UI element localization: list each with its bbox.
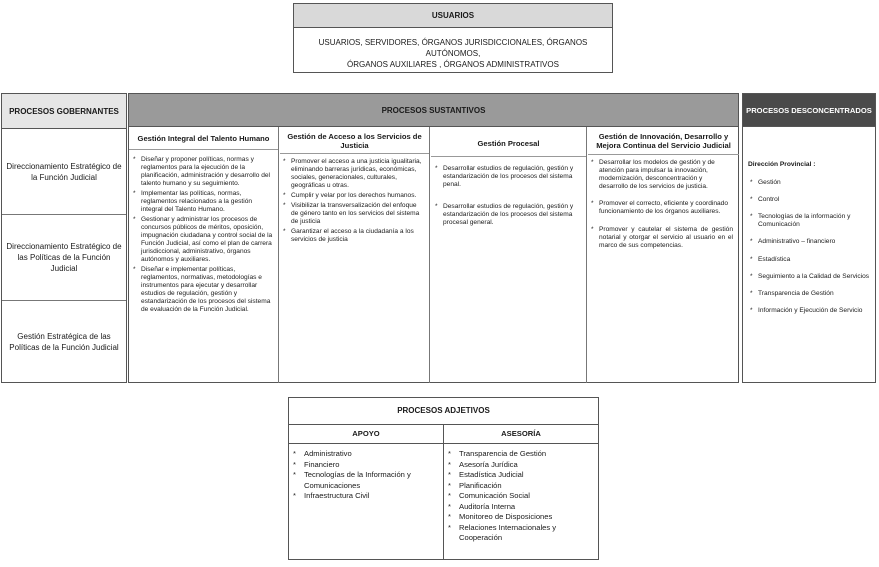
desconcentrados-item: * Información y Ejecución de Servicio — [749, 307, 873, 315]
asesoria-item: * Asesoría Jurídica — [447, 460, 594, 471]
apoyo-item: * Administrativo — [292, 449, 439, 460]
desconcentrados-box — [742, 93, 876, 383]
desconcentrados-item: * Administrativo – financiero — [749, 238, 873, 246]
gobernantes-item-1: Direccionamiento Estratégico de la Función Judicial — [2, 129, 126, 215]
sustantivos-column-3 — [431, 127, 587, 383]
asesoria-item: * Comunicación Social — [447, 491, 594, 502]
gobernantes-item-3: Gestión Estratégica de las Políticas de la Función Judicial — [9, 332, 119, 352]
asesoria-item: * Planificación — [447, 481, 594, 492]
apoyo-item: * Tecnologías de la Información y Comunicaciones — [292, 470, 439, 491]
asesoria-item: * Transparencia de Gestión — [447, 449, 594, 460]
column-3-item: * Desarrollar estudios de regulación, gestión y estandarización de los procesos del sistema procesal general. — [434, 203, 580, 227]
sustantivos-column-4 — [588, 127, 739, 383]
apoyo-column — [289, 424, 444, 560]
adjetivos-box — [288, 397, 599, 560]
column-2-title: Gestión de Acceso a los Servicios de Justicia — [280, 127, 429, 154]
usuarios-box — [293, 3, 613, 73]
column-4-title: Gestión de Innovación, Desarrollo y Mejora Continua del Servicio Judicial — [588, 127, 739, 155]
desconcentrados-item: * Seguimiento a la Calidad de Servicios — [749, 273, 873, 281]
sustantivos-title: PROCESOS SUSTANTIVOS — [129, 94, 738, 127]
column-4-item: * Promover el correcto, eficiente y coordinado funcionamiento de los órganos auxiliares. — [590, 200, 733, 216]
adjetivos-title: PROCESOS ADJETIVOS — [289, 398, 598, 425]
desconcentrados-title: PROCESOS DESCONCENTRADOS — [743, 94, 875, 127]
asesoria-item: * Relaciones Internacionales y Cooperación — [447, 523, 594, 544]
column-2-item: * Garantizar el acceso a la ciudadanía a los servicios de justicia — [282, 228, 423, 244]
column-1-item: * Diseñar e implementar políticas, reglamentos, normativas, metodologías e instrumentos para ejecutar y desarrollar estudios de regulación, gestión y estandarización de los procesos del sistema de evaluación de la Función Judicial. — [132, 266, 274, 315]
usuarios-line-2: ÓRGANOS AUXILIARES , ÓRGANOS ADMINISTRATIVOS — [347, 60, 559, 69]
apoyo-title: APOYO — [289, 424, 443, 444]
gobernantes-item-2: Direccionamiento Estratégico de las Políticas de la Función Judicial — [2, 215, 126, 301]
asesoria-column — [444, 424, 598, 560]
asesoria-list — [444, 444, 598, 544]
usuarios-description — [294, 28, 612, 70]
column-2-item: * Cumplir y velar por los derechos humanos. — [282, 192, 423, 200]
sustantivos-column-2 — [280, 127, 430, 383]
sustantivos-column-1 — [129, 127, 279, 383]
desconcentrados-item: * Gestión — [749, 179, 873, 187]
desconcentrados-subtitle: Dirección Provincial : — [748, 161, 816, 168]
column-4-list — [588, 155, 739, 250]
desconcentrados-item: * Control — [749, 196, 873, 204]
asesoria-item: * Auditoría Interna — [447, 502, 594, 513]
column-2-list — [280, 154, 429, 244]
apoyo-item: * Infraestructura Civil — [292, 491, 439, 502]
asesoria-item: * Estadística Judicial — [447, 470, 594, 481]
desconcentrados-list — [743, 169, 875, 315]
desconcentrados-item: * Tecnologías de la información y Comunicación — [749, 213, 873, 229]
apoyo-item: * Financiero — [292, 460, 439, 471]
column-1-item: * Gestionar y administrar los procesos de concursos públicos de méritos, oposición, impugnación ciudadana y control social de la Función Judicial, así como el plan de carrera jurisdiccional, administrativo, órganos autónomos y auxiliares. — [132, 216, 274, 265]
asesoria-title: ASESORÍA — [444, 424, 598, 444]
column-2-item: * Visibilizar la transversalización del enfoque de género tanto en los servicios del sistema de justicia — [282, 202, 423, 226]
usuarios-title: USUARIOS — [294, 4, 612, 28]
column-4-item: * Promover y cautelar el sistema de gestión notarial y otorgar el servicio al usuario en el marco de sus competencias. — [590, 226, 733, 250]
gobernantes-title: PROCESOS GOBERNANTES — [2, 94, 126, 129]
apoyo-list — [289, 444, 443, 502]
column-2-item: * Promover el acceso a una justicia igualitaria, eliminando barreras jurídicas, económicas, sociales, generacionales, culturales, geográficas u otras. — [282, 158, 423, 190]
desconcentrados-item: * Estadística — [749, 256, 873, 264]
column-4-item: * Desarrollar los modelos de gestión y de atención para impulsar la innovación, modernización, desconcentración y desarrollo de los servicios de justicia. — [590, 159, 733, 191]
asesoria-item: * Monitoreo de Disposiciones — [447, 512, 594, 523]
sustantivos-box — [128, 93, 739, 383]
desconcentrados-item: * Transparencia de Gestión — [749, 290, 873, 298]
usuarios-line-1: USUARIOS, SERVIDORES, ÓRGANOS JURISDICCIONALES, ÓRGANOS AUTÓNOMOS, — [318, 38, 588, 58]
column-1-title: Gestión Integral del Talento Humano — [129, 127, 278, 150]
column-3-item: * Desarrollar estudios de regulación, gestión y estandarización de los procesos del sistema penal. — [434, 165, 580, 189]
column-1-list — [129, 150, 278, 315]
gobernantes-box — [1, 93, 127, 383]
column-3-title: Gestión Procesal — [431, 127, 586, 157]
column-3-list — [431, 157, 586, 228]
column-1-item: * Diseñar y proponer políticas, normas y reglamentos para la ejecución de la planificación, administración y desarrollo del talento humano y su seguimiento. — [132, 156, 274, 188]
column-1-item: * Implementar las políticas, normas, reglamentos relacionados a la gestión integral del Talento Humano. — [132, 190, 274, 214]
